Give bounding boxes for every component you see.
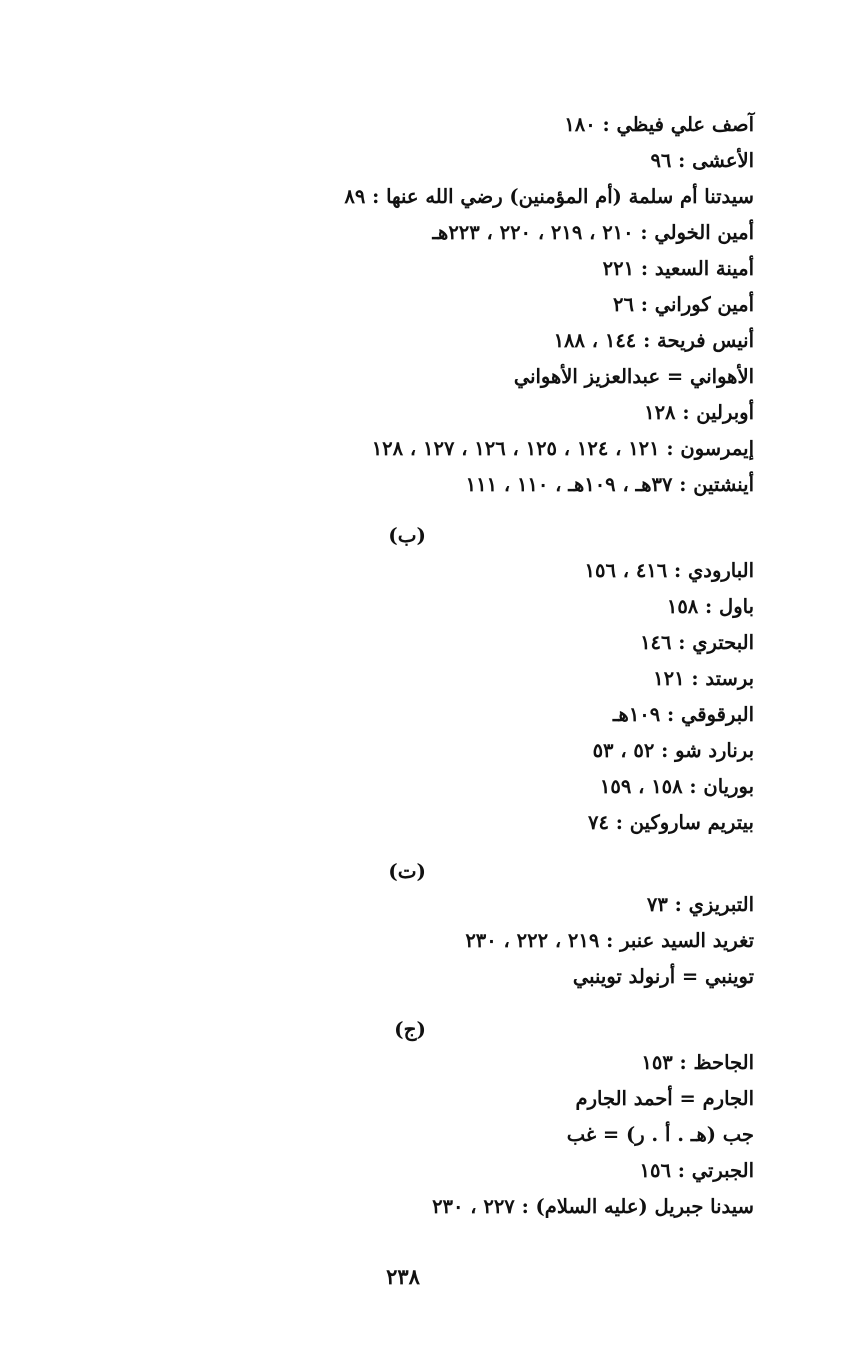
index-entry: تغريد السيد عنبر : ٢١٩ ، ٢٢٢ ، ٢٣٠ <box>465 929 754 952</box>
index-entry: سيدنا جبريل (عليه السلام) : ٢٢٧ ، ٢٣٠ <box>432 1195 754 1218</box>
index-entry: آصف علي فيظي : ١٨٠ <box>564 113 754 136</box>
index-entry: أنيس فريحة : ١٤٤ ، ١٨٨ <box>553 329 754 352</box>
index-entry: البرقوقي : ١٠٩هـ <box>612 703 754 726</box>
index-entry: برنارد شو : ٥٢ ، ٥٣ <box>592 739 754 762</box>
index-entry: أمينة السعيد : ٢٢١ <box>602 257 754 280</box>
index-entry: الجارم = أحمد الجارم <box>575 1087 754 1110</box>
index-entry: أمين كوراني : ٢٦ <box>613 293 754 316</box>
section-heading-ta: (ت) <box>388 859 426 883</box>
index-entry: بيتريم ساروكين : ٧٤ <box>587 811 754 834</box>
index-entry: الجبرتي : ١٥٦ <box>639 1159 754 1182</box>
index-entry: الأعشى : ٩٦ <box>650 149 754 172</box>
index-entry: البارودي : ٤١٦ ، ١٥٦ <box>584 559 754 582</box>
index-entry: الأهواني = عبدالعزيز الأهواني <box>513 365 754 388</box>
index-entry: توينبي = أرنولد توينبي <box>572 965 754 988</box>
page-number: ٢٣٨ <box>386 1264 420 1289</box>
index-entry: أينشتين : ٣٧هـ ، ١٠٩هـ ، ١١٠ ، ١١١ <box>465 473 754 496</box>
index-entry: باول : ١٥٨ <box>666 595 754 618</box>
index-entry: أمين الخولي : ٢١٠ ، ٢١٩ ، ٢٢٠ ، ٢٢٣هـ <box>432 221 754 244</box>
index-entry: سيدتنا أم سلمة (أم المؤمنين) رضي الله عنها : ٨٩ <box>344 185 754 208</box>
index-entry: التبريزي : ٧٣ <box>646 893 754 916</box>
section-heading-jim: (ج) <box>394 1017 426 1041</box>
index-entry: برستد : ١٢١ <box>653 667 754 690</box>
index-entry: البحتري : ١٤٦ <box>640 631 754 654</box>
section-heading-ba: (ب) <box>388 523 426 547</box>
index-entry: بوريان : ١٥٨ ، ١٥٩ <box>599 775 754 798</box>
index-entry: أوبرلين : ١٢٨ <box>644 401 754 424</box>
index-entry: جب (هـ . أ . ر) = غب <box>566 1123 754 1146</box>
index-entry: إيمرسون : ١٢١ ، ١٢٤ ، ١٢٥ ، ١٢٦ ، ١٢٧ ، ١٢٨ <box>371 437 754 460</box>
index-entry: الجاحظ : ١٥٣ <box>641 1051 754 1074</box>
